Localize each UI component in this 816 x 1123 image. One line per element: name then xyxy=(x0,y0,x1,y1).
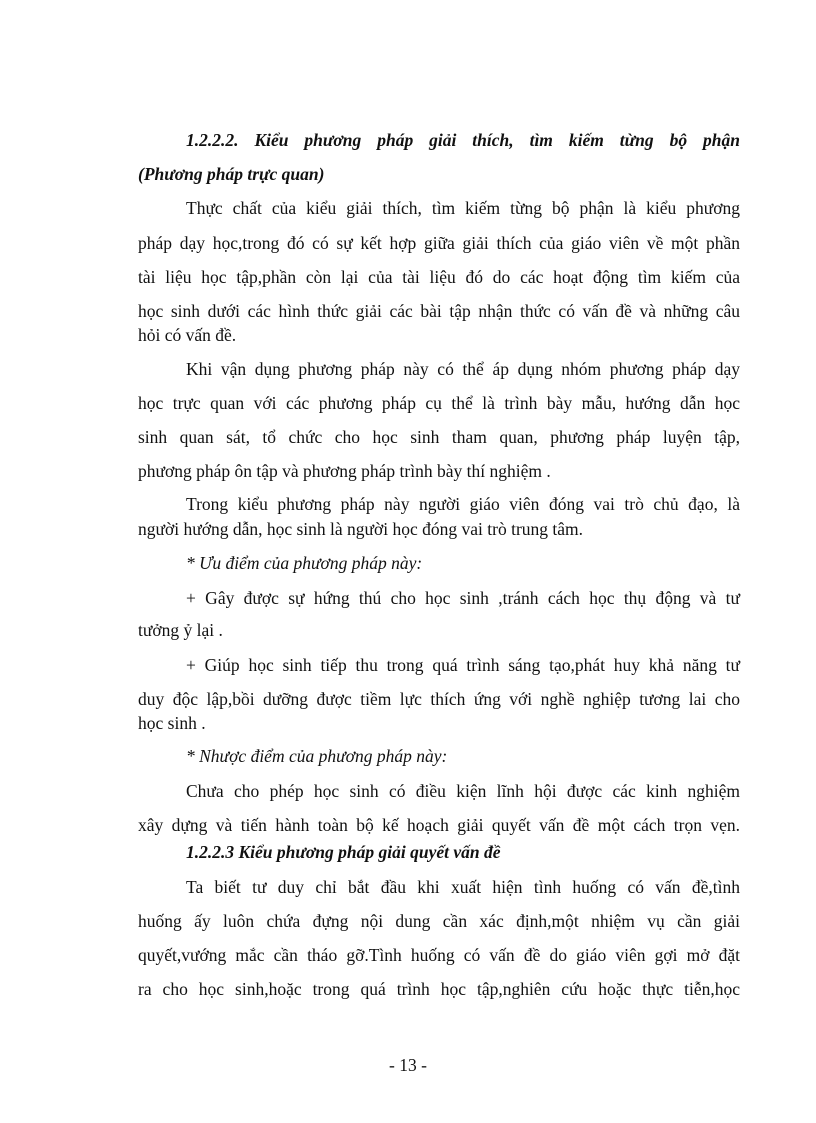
paragraph-line: học sinh dưới các hình thức giải các bài tập nhận thức có vấn đề và những câu xyxy=(138,301,740,321)
paragraph-line: học trực quan với các phương pháp cụ thể là trình bày mẫu, hướng dẫn học xyxy=(138,393,740,413)
list-item-line: + Gây được sự hứng thú cho học sinh ,tránh cách học thụ động và tư xyxy=(186,588,740,608)
list-item-line: + Giúp học sinh tiếp thu trong quá trình sáng tạo,phát huy khả năng tư xyxy=(186,655,740,675)
paragraph-line: Khi vận dụng phương pháp này có thể áp dụng nhóm phương pháp dạy xyxy=(186,359,740,379)
advantages-heading: * Ưu điểm của phương pháp này: xyxy=(186,553,423,573)
paragraph-line: Ta biết tư duy chỉ bắt đầu khi xuất hiện tình huống có vấn đề,tình xyxy=(186,877,740,897)
paragraph-line: ra cho học sinh,hoặc trong quá trình học tập,nghiên cứu hoặc thực tiễn,học xyxy=(138,979,740,999)
disadvantages-heading: * Nhược điểm của phương pháp này: xyxy=(186,746,448,766)
list-item-line: tưởng ỷ lại . xyxy=(138,620,223,640)
paragraph-line: tài liệu học tập,phần còn lại của tài liệu đó do các hoạt động tìm kiếm của xyxy=(138,267,740,287)
paragraph-line: phương pháp ôn tập và phương pháp trình bày thí nghiệm . xyxy=(138,461,551,481)
paragraph-line: quyết,vướng mắc cần tháo gỡ.Tình huống có vấn đề do giáo viên gợi mở đặt xyxy=(138,945,740,965)
list-item-line: học sinh . xyxy=(138,713,206,733)
section-heading-1-2-2-3: 1.2.2.3 Kiểu phương pháp giải quyết vấn đề xyxy=(186,842,501,862)
paragraph-line: xây dựng và tiến hành toàn bộ kế hoạch giải quyết vấn đề một cách trọn vẹn. xyxy=(138,815,740,835)
page-number: - 13 - xyxy=(389,1055,427,1075)
paragraph-line: hỏi có vấn đề. xyxy=(138,325,237,345)
paragraph-line: huống ấy luôn chứa đựng nội dung cần xác định,một nhiệm vụ cần giải xyxy=(138,911,740,931)
paragraph-line: pháp dạy học,trong đó có sự kết hợp giữa giải thích của giáo viên về một phần xyxy=(138,233,740,253)
paragraph-line: Chưa cho phép học sinh có điều kiện lĩnh hội được các kinh nghiệm xyxy=(186,781,740,801)
paragraph-line: sinh quan sát, tổ chức cho học sinh tham quan, phương pháp luyện tập, xyxy=(138,427,740,447)
paragraph-line: Thực chất của kiểu giải thích, tìm kiếm từng bộ phận là kiểu phương xyxy=(186,198,740,218)
paragraph-line: người hướng dẫn, học sinh là người học đóng vai trò trung tâm. xyxy=(138,519,584,539)
paragraph-line: Trong kiểu phương pháp này người giáo viên đóng vai trò chủ đạo, là xyxy=(186,494,740,514)
list-item-line: duy độc lập,bồi dưỡng được tiềm lực thích ứng với nghề nghiệp tương lai cho xyxy=(138,689,740,709)
section-heading-subtitle: (Phương pháp trực quan) xyxy=(138,164,325,184)
section-heading-1-2-2-2: 1.2.2.2. Kiểu phương pháp giải thích, tìm kiếm từng bộ phận xyxy=(186,130,740,150)
